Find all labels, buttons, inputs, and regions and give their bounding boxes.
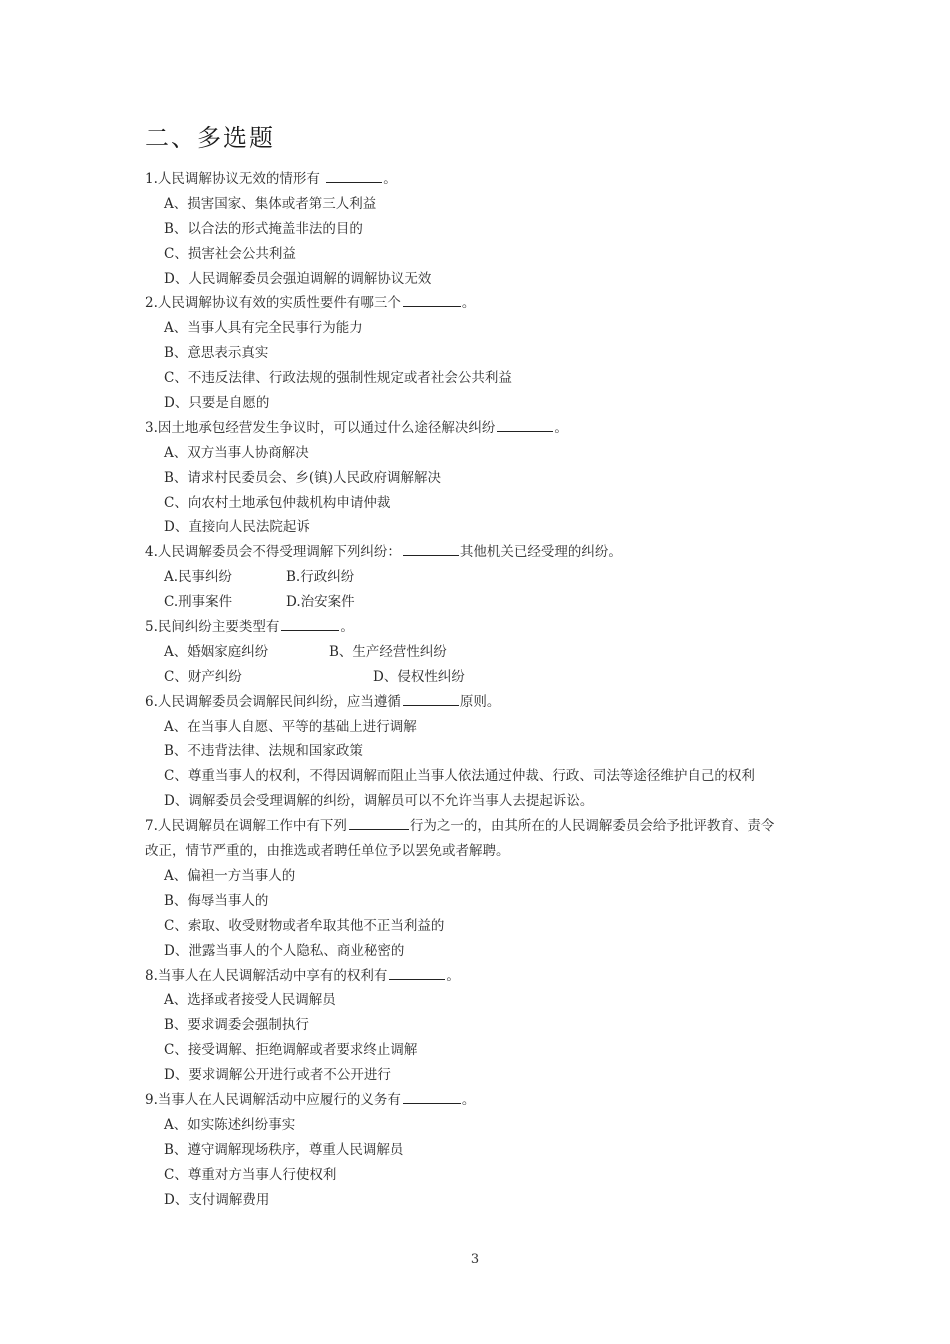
question-7-option-b: B、侮辱当事人的 (164, 892, 269, 909)
question-stem-tail: 原则。 (459, 693, 501, 710)
question-list (145, 167, 825, 1212)
question-stem-tail: 。 (461, 1091, 476, 1108)
question-5-option-d: D、侵权性纠纷 (373, 668, 465, 685)
question-2-option-a: A、当事人具有完全民事行为能力 (164, 320, 363, 337)
question-6-option-b: B、不违背法律、法规和国家政策 (164, 743, 363, 760)
question-stem-text: 2.人民调解协议有效的实质性要件有哪三个 (145, 295, 401, 312)
question-6-option-d: D、调解委员会受理调解的纠纷，调解员可以不允许当事人去提起诉讼。 (164, 793, 594, 810)
question-2-option-b: B、意思表示真实 (164, 345, 269, 362)
answer-blank (326, 181, 382, 183)
question-4-stem (145, 540, 825, 565)
question-5-option-b: B、生产经营性纠纷 (329, 643, 447, 660)
question-9-option-d: D、支付调解费用 (164, 1191, 270, 1208)
question-4-option-d: D.治安案件 (286, 594, 355, 611)
question-7-option-d: D、泄露当事人的个人隐私、商业秘密的 (164, 942, 405, 959)
question-3-option-d: D、直接向人民法院起诉 (164, 519, 310, 536)
answer-blank (403, 704, 459, 706)
question-2-option-c: C、不违反法律、行政法规的强制性规定或者社会公共利益 (164, 370, 512, 387)
question-4-option-b: B.行政纠纷 (286, 569, 355, 586)
page-number: 3 (470, 1252, 480, 1267)
question-7-stem (145, 814, 825, 839)
question-stem-tail: 其他机关已经受理的纠纷。 (459, 544, 622, 561)
answer-blank (403, 305, 461, 307)
section-title: 二、多选题 (145, 124, 275, 152)
question-5-option-row (145, 665, 825, 690)
question-5-stem (145, 615, 825, 640)
question-stem-tail: 。 (383, 171, 397, 187)
question-stem-text: 3.因土地承包经营发生争议时，可以通过什么途径解决纠纷 (145, 419, 496, 436)
question-8-option-b: B、要求调委会强制执行 (164, 1017, 309, 1034)
question-8-option-c: C、接受调解、拒绝调解或者要求终止调解 (164, 1042, 418, 1059)
question-8-option-a: A、选择或者接受人民调解员 (164, 992, 336, 1009)
question-7-option-c: C、索取、收受财物或者牟取其他不正当利益的 (164, 917, 445, 934)
question-stem-text: 8.当事人在人民调解活动中享有的权利有 (145, 967, 388, 984)
question-4-option-c: C.刑事案件 (164, 594, 233, 611)
question-stem-text: 5.民间纠纷主要类型有 (145, 619, 280, 636)
question-5-option-row (145, 640, 825, 665)
question-9-option-a: A、如实陈述纠纷事实 (164, 1116, 296, 1133)
question-stem-text: 6.人民调解委员会调解民间纠纷，应当遵循 (145, 693, 401, 710)
question-stem-tail: 行为之一的，由其所在的人民调解委员会给予批评教育、责令 (409, 818, 775, 835)
question-stem-text: 9.当事人在人民调解活动中应履行的义务有 (145, 1091, 401, 1108)
question-3-stem (145, 416, 825, 441)
question-8-stem (145, 964, 825, 989)
question-stem-text: 4.人民调解委员会不得受理调解下列纠纷： (145, 544, 401, 561)
question-3-option-a: A、双方当事人协商解决 (164, 444, 309, 461)
question-7-option-a: A、偏袒一方当事人的 (164, 867, 296, 884)
answer-blank (389, 978, 445, 980)
question-5-option-c: C、财产纠纷 (164, 668, 242, 685)
question-2-stem (145, 291, 825, 316)
question-8-option-d: D、要求调解公开进行或者不公开进行 (164, 1067, 391, 1084)
question-4-option-row (145, 565, 825, 590)
question-3-option-c: C、向农村土地承包仲裁机构申请仲裁 (164, 494, 391, 511)
question-9-stem (145, 1088, 825, 1113)
question-stem-tail: 。 (446, 967, 460, 984)
answer-blank (497, 430, 553, 432)
answer-blank (403, 554, 459, 556)
question-4-option-a: A.民事纠纷 (164, 569, 233, 586)
question-1-option-b: B、以合法的形式掩盖非法的目的 (164, 220, 363, 237)
question-6-option-c: C、尊重当事人的权利，不得因调解而阻止当事人依法通过仲裁、行政、司法等途径维护自己的权利 (164, 768, 755, 785)
question-3-option-b: B、请求村民委员会、乡(镇)人民政府调解解决 (164, 469, 441, 486)
question-stem-tail: 。 (554, 419, 568, 436)
question-6-option-a: A、在当事人自愿、平等的基础上进行调解 (164, 718, 417, 735)
question-1-stem (145, 167, 825, 192)
question-5-option-a: A、婚姻家庭纠纷 (164, 643, 269, 660)
question-stem-text: 7.人民调解员在调解工作中有下列 (145, 818, 347, 835)
question-9-option-b: B、遵守调解现场秩序，尊重人民调解员 (164, 1141, 404, 1158)
question-1-option-d: D、人民调解委员会强迫调解的调解协议无效 (164, 270, 432, 287)
question-6-stem (145, 690, 825, 715)
answer-blank (349, 828, 409, 830)
question-1-option-c: C、损害社会公共利益 (164, 245, 296, 262)
question-stem-tail: 。 (340, 619, 354, 636)
answer-blank (403, 1102, 461, 1104)
question-2-option-d: D、只要是自愿的 (164, 395, 270, 412)
answer-blank (281, 629, 339, 631)
question-stem-tail: 。 (461, 295, 476, 312)
question-7-stem-continued: 改正，情节严重的，由推选或者聘任单位予以罢免或者解聘。 (145, 843, 510, 860)
question-1-option-a: A、损害国家、集体或者第三人利益 (164, 195, 377, 212)
question-stem-text: 1.人民调解协议无效的情形有 (145, 171, 320, 187)
question-9-option-c: C、尊重对方当事人行使权利 (164, 1166, 337, 1183)
question-4-option-row (145, 590, 825, 615)
